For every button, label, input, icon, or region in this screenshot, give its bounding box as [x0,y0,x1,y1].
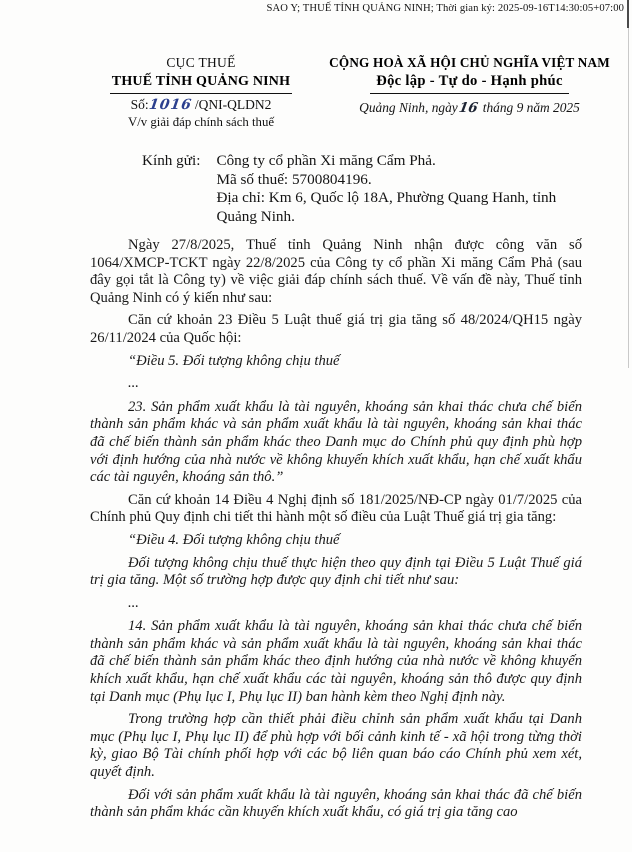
place-date-prefix: Quảng Ninh, ngày [359,100,458,115]
place-date-line [312,100,627,116]
recipient-address-line2: Quảng Ninh. [216,207,295,225]
body-paragraph-quote: 14. Sản phẩm xuất khẩu là tài nguyên, khoáng sản khai thác chưa chế biến thành sản phẩm khác và sản phẩm xuất khẩu là tài nguyên, khoáng sản khai thác đã chế biến thành sản phẩm khác theo định hướng của nhà nước về không khuyến khích xuất khẩu, hạn chế xuất khẩu các tài nguyên, khoáng sản thô được quy định tại Danh mục (Phụ lục I, Phụ lục II) ban hành kèm theo Nghị định này. [90,618,582,705]
issuer-parent-name: CỤC THUẾ [166,55,236,70]
document-number-label: Số: [130,97,149,112]
body-paragraph-quote: Đối với sản phẩm xuất khẩu là tài nguyên, khoáng sản khai thác đã chế biến thành sản phẩm khác cần khuyến khích xuất khẩu, có giá trị gia tăng cao [90,786,582,821]
body-paragraph-quote: Đối tượng không chịu thuế thực hiện theo quy định tại Điều 5 Luật Thuế giá trị gia tăng. Một số trường hợp được quy định chi tiết như sau: [90,554,582,589]
body-paragraph-quote: Trong trường hợp cần thiết phải điều chỉnh sản phẩm xuất khẩu tại Danh mục (Phụ lục I, Phụ lục II) để phù hợp với bối cảnh kinh tế - xã hội trong từng thời kỳ, giao Bộ Tài chính phối hợp với các bộ liên quan báo cáo Chính phủ xem xét, quyết định. [90,711,582,781]
body-paragraph-quote: “Điều 5. Đối tượng không chịu thuế [128,352,340,369]
scan-edge-line [628,0,629,368]
document-number-suffix: /QNI-QLDN2 [194,97,272,112]
body-paragraph: Căn cứ khoản 14 Điều 4 Nghị định số 181/2025/NĐ-CP ngày 01/7/2025 của Chính phủ Quy định chi tiết thi hành một số điều của Luật Thuế giá trị gia tăng: [90,491,582,526]
place-date-suffix: tháng 9 năm 2025 [482,100,580,115]
letter-body [90,237,582,827]
document-subject: V/v giải đáp chính sách thuế [127,115,275,129]
body-paragraph-quote: “Điều 4. Đối tượng không chịu thuế [128,531,340,548]
handwritten-day: 16 [457,100,479,116]
body-paragraph-quote: 23. Sản phẩm xuất khẩu là tài nguyên, khoáng sản khai thác chưa chế biến thành sản phẩm khác và sản phẩm xuất khẩu là tài nguyên, khoáng sản khai thác đã chế biến thành sản phẩm khác theo Danh mục do Chính phủ quy định phù hợp với định hướng của nhà nước về không khuyến khích xuất khẩu, hạn chế xuất khẩu các tài nguyên, khoáng sản thô.” [90,398,582,486]
issuer-name: THUẾ TỈNH QUẢNG NINH [110,73,292,94]
scan-edge-tick [627,0,629,28]
body-paragraph-ellipsis: ... [128,375,139,392]
body-paragraph: Ngày 27/8/2025, Thuế tỉnh Quảng Ninh nhận được công văn số 1064/XMCP-TCKT ngày 22/8/2025 của Công ty cổ phần Xi măng Cẩm Phả (sau đây gọi tắt là Công ty) về việc giải đáp chính sách thuế. Về vấn đề này, Thuế tỉnh Quảng Ninh có ý kiến như sau: [90,237,582,306]
certification-line: SAO Y; THUẾ TỈNH QUẢNG NINH; Thời gian ký: 2025-09-16T14:30:05+07:00 [266,3,624,14]
body-paragraph: Căn cứ khoản 23 Điều 5 Luật thuế giá trị gia tăng số 48/2024/QH15 ngày 26/11/2024 của Quốc hội: [90,312,582,346]
recipient-company: Công ty cổ phần Xi măng Cẩm Phả. [216,152,436,169]
recipient-label: Kính gửi: [142,152,201,169]
document-number-line [62,97,340,113]
national-motto: Độc lập - Tự do - Hạnh phúc [370,73,569,94]
recipient-tax-code: Mã số thuế: 5700804196. [216,170,372,188]
recipient-address-line1: Địa chỉ: Km 6, Quốc lộ 18A, Phường Quang Hanh, tỉnh [216,189,557,207]
recipient-block [142,152,556,226]
national-header-line1: CỘNG HOÀ XÃ HỘI CHỦ NGHĨA VIỆT NAM [329,55,610,70]
national-header-block [312,55,627,116]
issuer-block [62,55,340,130]
document-number-handwritten: 1016 [147,97,193,113]
recipient-details [216,152,556,226]
body-paragraph-ellipsis: ... [128,594,139,611]
